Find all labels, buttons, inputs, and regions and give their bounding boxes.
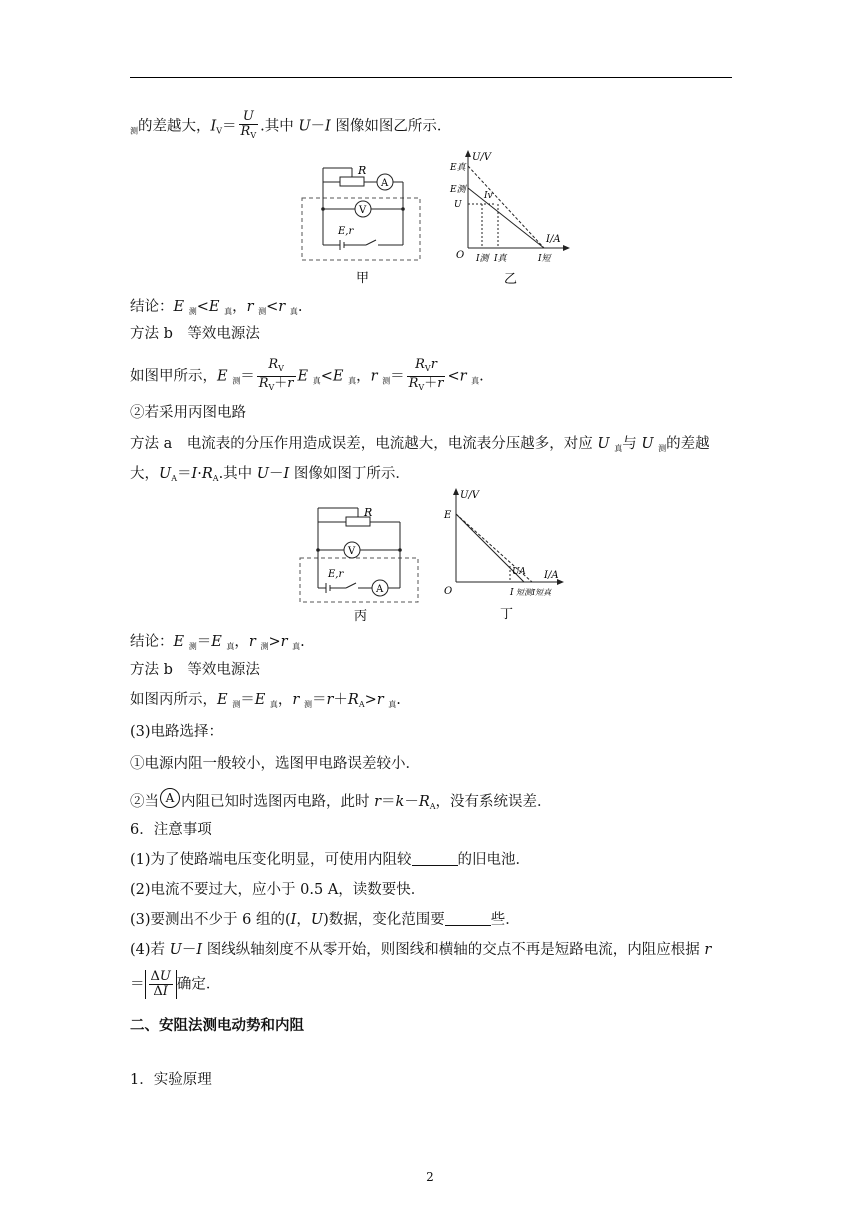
text-line-1: $_测$的差越大，$I_V=$ $\frac{U}{R_V}$ .其中 U－I 图像如图乙所示． — [130, 109, 452, 140]
svg-text:E,r: E,r — [338, 226, 354, 237]
part-2-heading: 二、安阻法测电动势和内阻 — [130, 1018, 304, 1034]
equation-line-1: 如图甲所示，E $_测$＝ $\frac{R_V}{R_V+r}$ E $_真$<E $_真$，r $_测$＝ $\frac{R_Vr}{R_V+r}$ <r $_真$. — [130, 357, 484, 392]
svg-text:O: O — [456, 250, 465, 261]
svg-text:丁: 丁 — [500, 607, 514, 622]
svg-text:I: I — [510, 588, 514, 598]
note-2: (2)电流不要过大，应小于 0.5 A，读数要快． — [130, 882, 426, 898]
svg-text:Iv: Iv — [484, 191, 493, 201]
svg-text:I/A: I/A — [546, 234, 561, 245]
method-a-2-line1: 方法 a 电流表的分压作用造成误差，电流越大，电流表分压越多，对应 U $_真$与 U $_测$的差越 — [130, 436, 710, 453]
conclusion-1: 结论：E $_测$<E $_真$，r $_测$<r $_真$. — [130, 299, 303, 316]
fill-blank-2[interactable] — [445, 911, 491, 926]
fill-blank-1[interactable] — [412, 851, 458, 866]
principle-1: 1．实验原理 — [130, 1072, 212, 1088]
header-rule — [130, 77, 732, 78]
note-1: (1)为了使路端电压变化明显，可使用内阻较 的旧电池． — [130, 852, 531, 868]
method-b-1: 方法 b 等效电源法 — [130, 326, 260, 342]
equation-line-2: 如图丙所示，E $_测$＝E $_真$，r $_测=r+R_A>r$ $_真$. — [130, 692, 401, 709]
svg-text:I测: I测 — [476, 254, 489, 264]
svg-text:E: E — [444, 510, 452, 521]
svg-text:R: R — [358, 164, 367, 177]
svg-text:U: U — [454, 200, 462, 210]
ammeter-symbol-icon: A — [160, 788, 180, 808]
conclusion-2: 结论：E $_测$＝E $_真$，r $_测$>r $_真$. — [130, 634, 305, 651]
section-3-title: (3)电路选择： — [130, 724, 224, 740]
section-6-title: 6．注意事项 — [130, 822, 212, 838]
graph-ding — [440, 486, 580, 626]
svg-text:UA: UA — [512, 567, 526, 577]
svg-text:A: A — [376, 584, 384, 595]
section-3-item-1: ①电源内阻一般较小，选图甲电路误差较小． — [130, 756, 420, 772]
svg-text:U/V: U/V — [460, 490, 480, 501]
svg-text:U/V: U/V — [472, 152, 492, 163]
svg-text:R: R — [364, 506, 373, 519]
svg-text:短测I短真: 短测I短真 — [516, 588, 552, 597]
svg-text:丙: 丙 — [354, 609, 368, 624]
svg-text:V: V — [359, 205, 367, 216]
svg-text:V: V — [348, 546, 356, 557]
note-3: (3)要测出不少于 6 组的(I，U)数据，变化范围要 些． — [130, 912, 520, 928]
circuit-bing — [296, 500, 426, 628]
svg-text:E测: E测 — [450, 185, 466, 195]
svg-text:I真: I真 — [494, 254, 507, 264]
note-4-line1: (4)若 U－I 图线纵轴刻度不从零开始，则图线和横轴的交点不再是短路电流，内阻应根据 r — [130, 942, 712, 958]
svg-text:乙: 乙 — [504, 272, 518, 287]
page-number: 2 — [426, 1170, 434, 1184]
svg-text:I短: I短 — [538, 254, 551, 264]
svg-text:O: O — [444, 586, 453, 597]
svg-text:E真: E真 — [450, 163, 466, 173]
svg-text:I/A: I/A — [544, 570, 559, 581]
svg-text:A: A — [381, 178, 389, 189]
circuit-jia — [298, 160, 428, 290]
method-a-2-line2: 大，$U_A=I\cdot R_A$.其中 U－I 图像如图丁所示． — [130, 466, 410, 483]
note-4-line2: ＝ $\frac{\Delta U}{\Delta I}$ 确定． — [130, 969, 221, 999]
case-2: ②若采用丙图电路 — [130, 405, 246, 421]
section-3-item-2: ②当 A 内阻已知时选图丙电路，此时 $r=k-R_A$，没有系统误差． — [130, 788, 552, 817]
svg-text:甲: 甲 — [356, 271, 370, 286]
method-b-2: 方法 b 等效电源法 — [130, 662, 260, 678]
graph-yi — [446, 148, 576, 290]
svg-text:E,r: E,r — [328, 569, 344, 580]
